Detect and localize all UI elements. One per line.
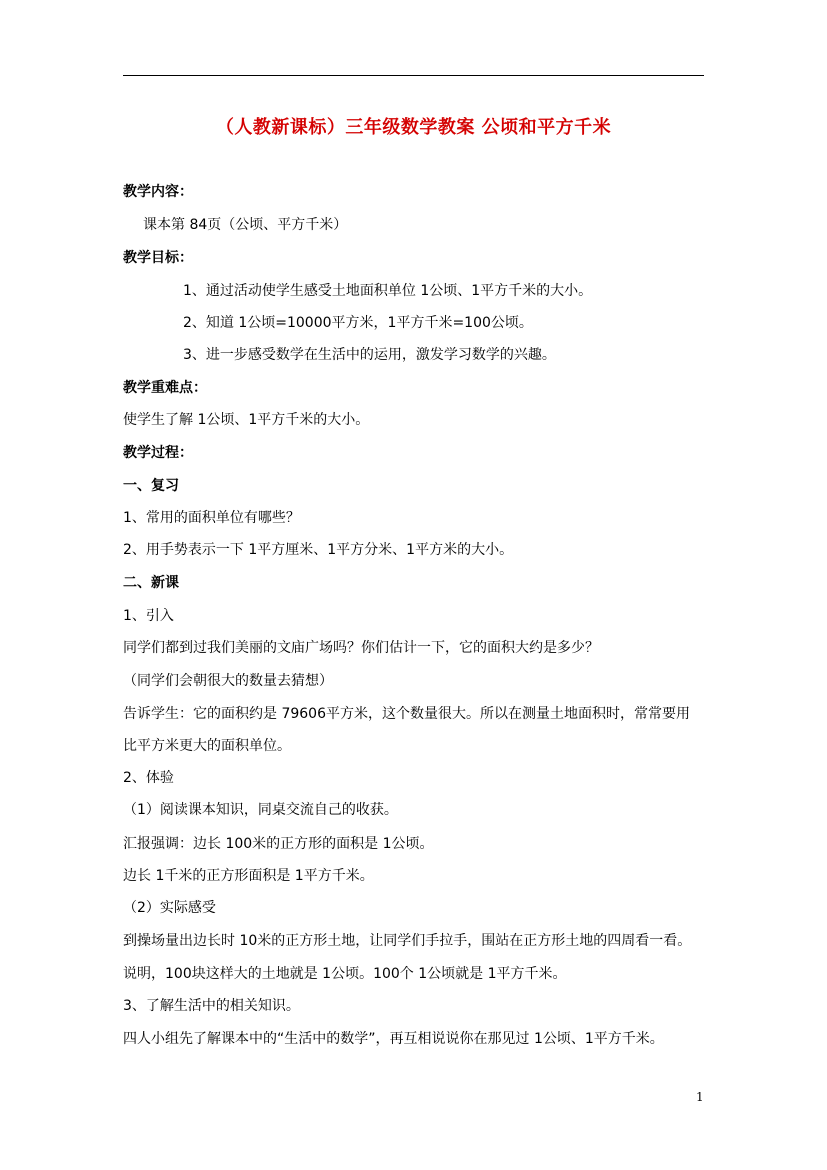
goal-item: 2、知道 1公顷=10000平方米，1平方千米=100公顷。	[183, 315, 533, 331]
keypoint-heading: 教学重难点：	[123, 380, 207, 396]
keypoint-text: 使学生了解 1公顷、1平方千米的大小。	[123, 412, 370, 428]
content-text: 课本第 84页（公顷、平方千米）	[143, 217, 348, 233]
new-lesson-heading: 二、新课	[123, 575, 179, 591]
goal-item: 3、进一步感受数学在生活中的运用，激发学习数学的兴趣。	[183, 347, 556, 363]
review-item: 2、用手势表示一下 1平方厘米、1平方分米、1平方米的大小。	[123, 542, 514, 558]
document-title: （人教新课标）三年级数学教案 公顷和平方千米	[215, 117, 612, 138]
review-item: 1、常用的面积单位有哪些？	[123, 510, 300, 526]
content-heading: 教学内容：	[123, 184, 193, 200]
experience-activity: 到操场量出边长时 10米的正方形土地，让同学们手拉手，围站在正方形土地的四周看一看。	[123, 933, 692, 949]
experience-step: （1）阅读课本知识，同桌交流自己的收获。	[123, 802, 398, 818]
life-label: 3、了解生活中的相关知识。	[123, 998, 300, 1014]
experience-step: （2）实际感受	[123, 900, 216, 916]
process-heading: 教学过程：	[123, 445, 193, 461]
experience-report: 汇报强调：边长 100米的正方形的面积是 1公顷。	[123, 836, 434, 852]
experience-report: 边长 1千米的正方形面积是 1平方千米。	[123, 868, 374, 884]
intro-label: 1、引入	[123, 608, 174, 624]
intro-tell-line-1: 告诉学生：它的面积约是 79606平方米，这个数量很大。所以在测量土地面积时，常常要用	[123, 706, 690, 722]
intro-tell-line-2: 比平方米更大的面积单位。	[123, 738, 291, 754]
intro-guess: （同学们会朝很大的数量去猜想）	[123, 673, 333, 689]
intro-question: 同学们都到过我们美丽的文庙广场吗？你们估计一下，它的面积大约是多少？	[123, 640, 599, 656]
life-text: 四人小组先了解课本中的“生活中的数学”，再互相说说你在那见过 1公顷、1平方千米。	[123, 1031, 664, 1047]
experience-explain: 说明，100块这样大的土地就是 1公顷。100个 1公顷就是 1平方千米。	[123, 966, 567, 982]
goal-item: 1、通过活动使学生感受土地面积单位 1公顷、1平方千米的大小。	[183, 283, 593, 299]
review-heading: 一、复习	[123, 478, 179, 494]
page-number: 1	[696, 1090, 704, 1104]
experience-label: 2、体验	[123, 770, 174, 786]
header-rule	[123, 75, 704, 76]
goals-heading: 教学目标：	[123, 250, 193, 266]
